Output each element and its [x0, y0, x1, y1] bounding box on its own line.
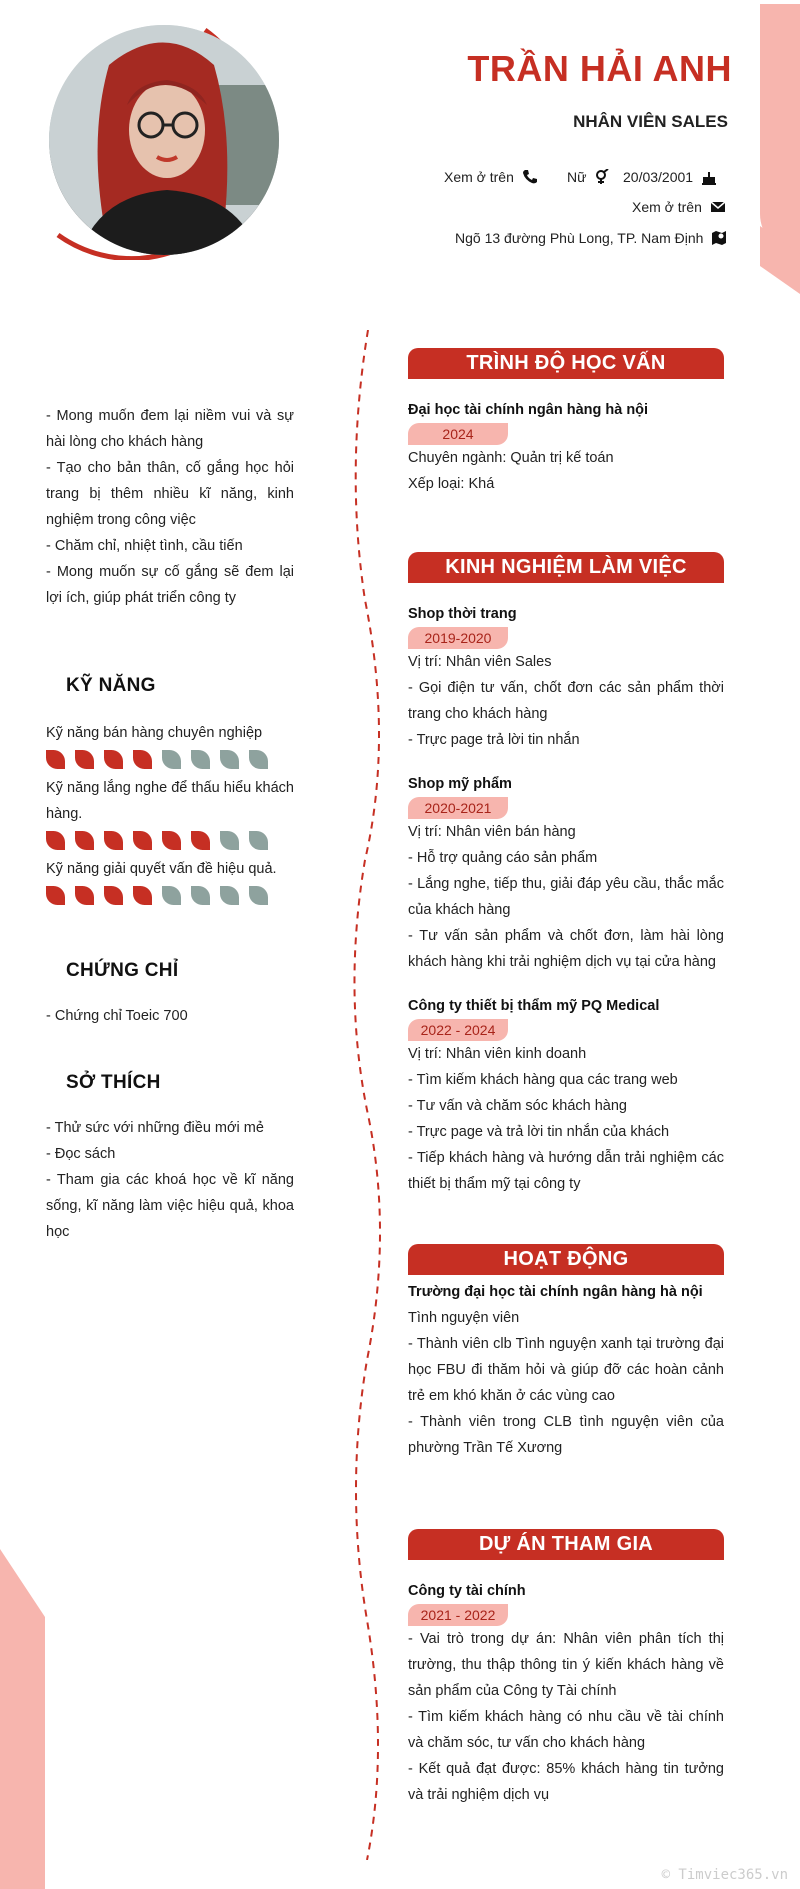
- rating-leaf-filled-icon: [46, 750, 65, 769]
- job-line: Vị trí: Nhân viên bán hàng: [408, 824, 576, 840]
- experience-section: [408, 552, 724, 1197]
- hobby-item: - Đọc sách: [46, 1146, 116, 1162]
- job-line: - Tiếp khách hàng và hướng dẫn trải nghiệm các thiết bị thẩm mỹ tại công ty: [408, 1150, 724, 1192]
- job-company: Shop thời trang: [408, 606, 517, 622]
- job-line: - Trực page và trả lời tin nhắn của khách: [408, 1124, 670, 1140]
- job-period: 2019-2020: [408, 627, 508, 649]
- job-line: - Hỗ trợ quảng cáo sản phẩm: [408, 850, 598, 866]
- skills-list: [46, 720, 294, 911]
- project-line: - Vai trò trong dự án: Nhân viên phân tích thị trường, thu thập thông tin ý kiến khách hàng về sản phẩm của Công ty Tài chính: [408, 1631, 724, 1699]
- objective-line: - Mong muốn sự cố gắng sẽ đem lại lợi ích, giúp phát triển công ty: [46, 564, 294, 606]
- rating-leaf-filled-icon: [46, 831, 65, 850]
- activity-org: Trường đại học tài chính ngân hàng hà nội: [408, 1284, 703, 1300]
- email-icon: [710, 199, 726, 215]
- rating-leaf-filled-icon: [104, 831, 123, 850]
- rating-leaf-empty-icon: [162, 886, 181, 905]
- job-line: - Trực page trả lời tin nhắn: [408, 732, 580, 748]
- skill-rating: [46, 885, 294, 905]
- job-line: - Lắng nghe, tiếp thu, giải đáp yêu cầu, thắc mắc của khách hàng: [408, 876, 724, 918]
- job-line: - Tư vấn sản phẩm và chốt đơn, làm hài lòng khách hàng khi trải nghiệm dịch vụ tại cửa hàng: [408, 928, 724, 970]
- hobbies-title: SỞ THÍCH: [66, 1072, 161, 1093]
- job-line: Vị trí: Nhân viên kinh doanh: [408, 1046, 587, 1062]
- gender-icon: [594, 169, 610, 185]
- education-major: Chuyên ngành: Quản trị kế toán: [408, 450, 614, 466]
- wavy-divider: [345, 330, 405, 1860]
- candidate-name: TRẦN HẢI ANH: [467, 48, 732, 89]
- certificate-item: - Chứng chỉ Toeic 700: [46, 1008, 188, 1024]
- rating-leaf-filled-icon: [75, 831, 94, 850]
- rating-leaf-filled-icon: [133, 750, 152, 769]
- education-banner: TRÌNH ĐỘ HỌC VẤN: [408, 348, 724, 379]
- job-line: - Gọi điện tư vấn, chốt đơn các sản phẩm thời trang cho khách hàng: [408, 680, 724, 722]
- certificates-title: CHỨNG CHỈ: [66, 960, 179, 981]
- skill-rating: [46, 830, 294, 850]
- hobby-item: - Thử sức với những điều mới mẻ: [46, 1120, 264, 1136]
- project-org: Công ty tài chính: [408, 1583, 526, 1599]
- rating-leaf-filled-icon: [191, 831, 210, 850]
- activity-line: Tình nguyện viên: [408, 1310, 520, 1326]
- skill-label: Kỹ năng giải quyết vấn đề hiệu quả.: [46, 861, 277, 877]
- project-line: - Tìm kiếm khách hàng có nhu cầu về tài chính và chăm sóc, tư vấn cho khách hàng: [408, 1709, 724, 1751]
- activity-line: - Thành viên clb Tình nguyện xanh tại trường đại học FBU đi thăm hỏi và giúp đỡ các hoàn cảnh trẻ em khó khăn ở các vùng cao: [408, 1336, 724, 1404]
- rating-leaf-empty-icon: [220, 750, 239, 769]
- rating-leaf-empty-icon: [220, 886, 239, 905]
- activities-banner: HOẠT ĐỘNG: [408, 1244, 724, 1275]
- birthday-info: [623, 169, 717, 185]
- address-info: [455, 230, 727, 246]
- objective-line: - Tạo cho bản thân, cố gắng học hỏi trang bị thêm nhiều kĩ năng, kinh nghiệm trong công việc: [46, 460, 294, 528]
- projects-banner: DỰ ÁN THAM GIA: [408, 1529, 724, 1560]
- rating-leaf-filled-icon: [133, 831, 152, 850]
- activities-section: [408, 1244, 724, 1461]
- phone-icon: [522, 169, 538, 185]
- job-entry: [408, 993, 724, 1197]
- hobby-item: - Tham gia các khoá học về kĩ năng sống, kĩ năng làm việc hiệu quả, khoa học: [46, 1172, 294, 1240]
- project-line: - Kết quả đạt được: 85% khách hàng tin tưởng và trải nghiệm dịch vụ: [408, 1761, 724, 1803]
- rating-leaf-filled-icon: [104, 886, 123, 905]
- project-period: 2021 - 2022: [408, 1604, 508, 1626]
- job-period: 2022 - 2024: [408, 1019, 508, 1041]
- objective-section: [46, 403, 294, 611]
- job-company: Shop mỹ phẩm: [408, 776, 512, 792]
- email-info: [632, 199, 726, 215]
- address-value: Ngõ 13 đường Phù Long, TP. Nam Định: [455, 230, 704, 246]
- skill-rating: [46, 749, 294, 769]
- avatar-frame: [40, 25, 290, 260]
- job-period: 2020-2021: [408, 797, 508, 819]
- skills-title: KỸ NĂNG: [66, 675, 156, 696]
- rating-leaf-filled-icon: [75, 886, 94, 905]
- objective-line: - Mong muốn đem lại niềm vui và sự hài lòng cho khách hàng: [46, 408, 294, 450]
- job-line: - Tìm kiếm khách hàng qua các trang web: [408, 1072, 678, 1088]
- avatar: [49, 25, 279, 255]
- watermark: © Timviec365.vn: [661, 1867, 788, 1883]
- rating-leaf-empty-icon: [220, 831, 239, 850]
- job-entry: [408, 601, 724, 753]
- gender-value: Nữ: [567, 169, 587, 185]
- decor-bottom-left: [0, 1549, 45, 1889]
- birthday-value: 20/03/2001: [623, 169, 694, 185]
- rating-leaf-filled-icon: [104, 750, 123, 769]
- education-section: [408, 348, 724, 497]
- decor-top-right: [760, 4, 800, 254]
- experience-banner: KINH NGHIỆM LÀM VIỆC: [408, 552, 724, 583]
- phone-value: Xem ở trên: [444, 169, 514, 185]
- birthday-cake-icon: [701, 169, 717, 185]
- rating-leaf-filled-icon: [75, 750, 94, 769]
- job-company: Công ty thiết bị thẩm mỹ PQ Medical: [408, 998, 660, 1014]
- rating-leaf-empty-icon: [191, 750, 210, 769]
- rating-leaf-empty-icon: [249, 831, 268, 850]
- phone-info: [444, 169, 538, 185]
- education-rank: Xếp loại: Khá: [408, 476, 495, 492]
- rating-leaf-filled-icon: [133, 886, 152, 905]
- job-entry: [408, 771, 724, 975]
- job-line: Vị trí: Nhân viên Sales: [408, 654, 552, 670]
- education-year: 2024: [408, 423, 508, 445]
- rating-leaf-empty-icon: [249, 750, 268, 769]
- education-school: Đại học tài chính ngân hàng hà nội: [408, 402, 649, 418]
- projects-section: [408, 1529, 724, 1808]
- rating-leaf-empty-icon: [191, 886, 210, 905]
- job-title: NHÂN VIÊN SALES: [573, 112, 728, 131]
- objective-line: - Chăm chỉ, nhiệt tình, cầu tiến: [46, 538, 243, 554]
- activity-line: - Thành viên trong CLB tình nguyện viên của phường Trần Tế Xương: [408, 1414, 724, 1456]
- rating-leaf-filled-icon: [162, 831, 181, 850]
- gender-info: [567, 169, 610, 185]
- rating-leaf-empty-icon: [162, 750, 181, 769]
- email-value: Xem ở trên: [632, 199, 702, 215]
- rating-leaf-empty-icon: [249, 886, 268, 905]
- rating-leaf-filled-icon: [46, 886, 65, 905]
- skill-label: Kỹ năng lắng nghe để thấu hiểu khách hàng.: [46, 780, 294, 822]
- job-line: - Tư vấn và chăm sóc khách hàng: [408, 1098, 627, 1114]
- skill-label: Kỹ năng bán hàng chuyên nghiệp: [46, 725, 263, 741]
- hobbies-list: [46, 1115, 294, 1245]
- map-icon: [711, 230, 727, 246]
